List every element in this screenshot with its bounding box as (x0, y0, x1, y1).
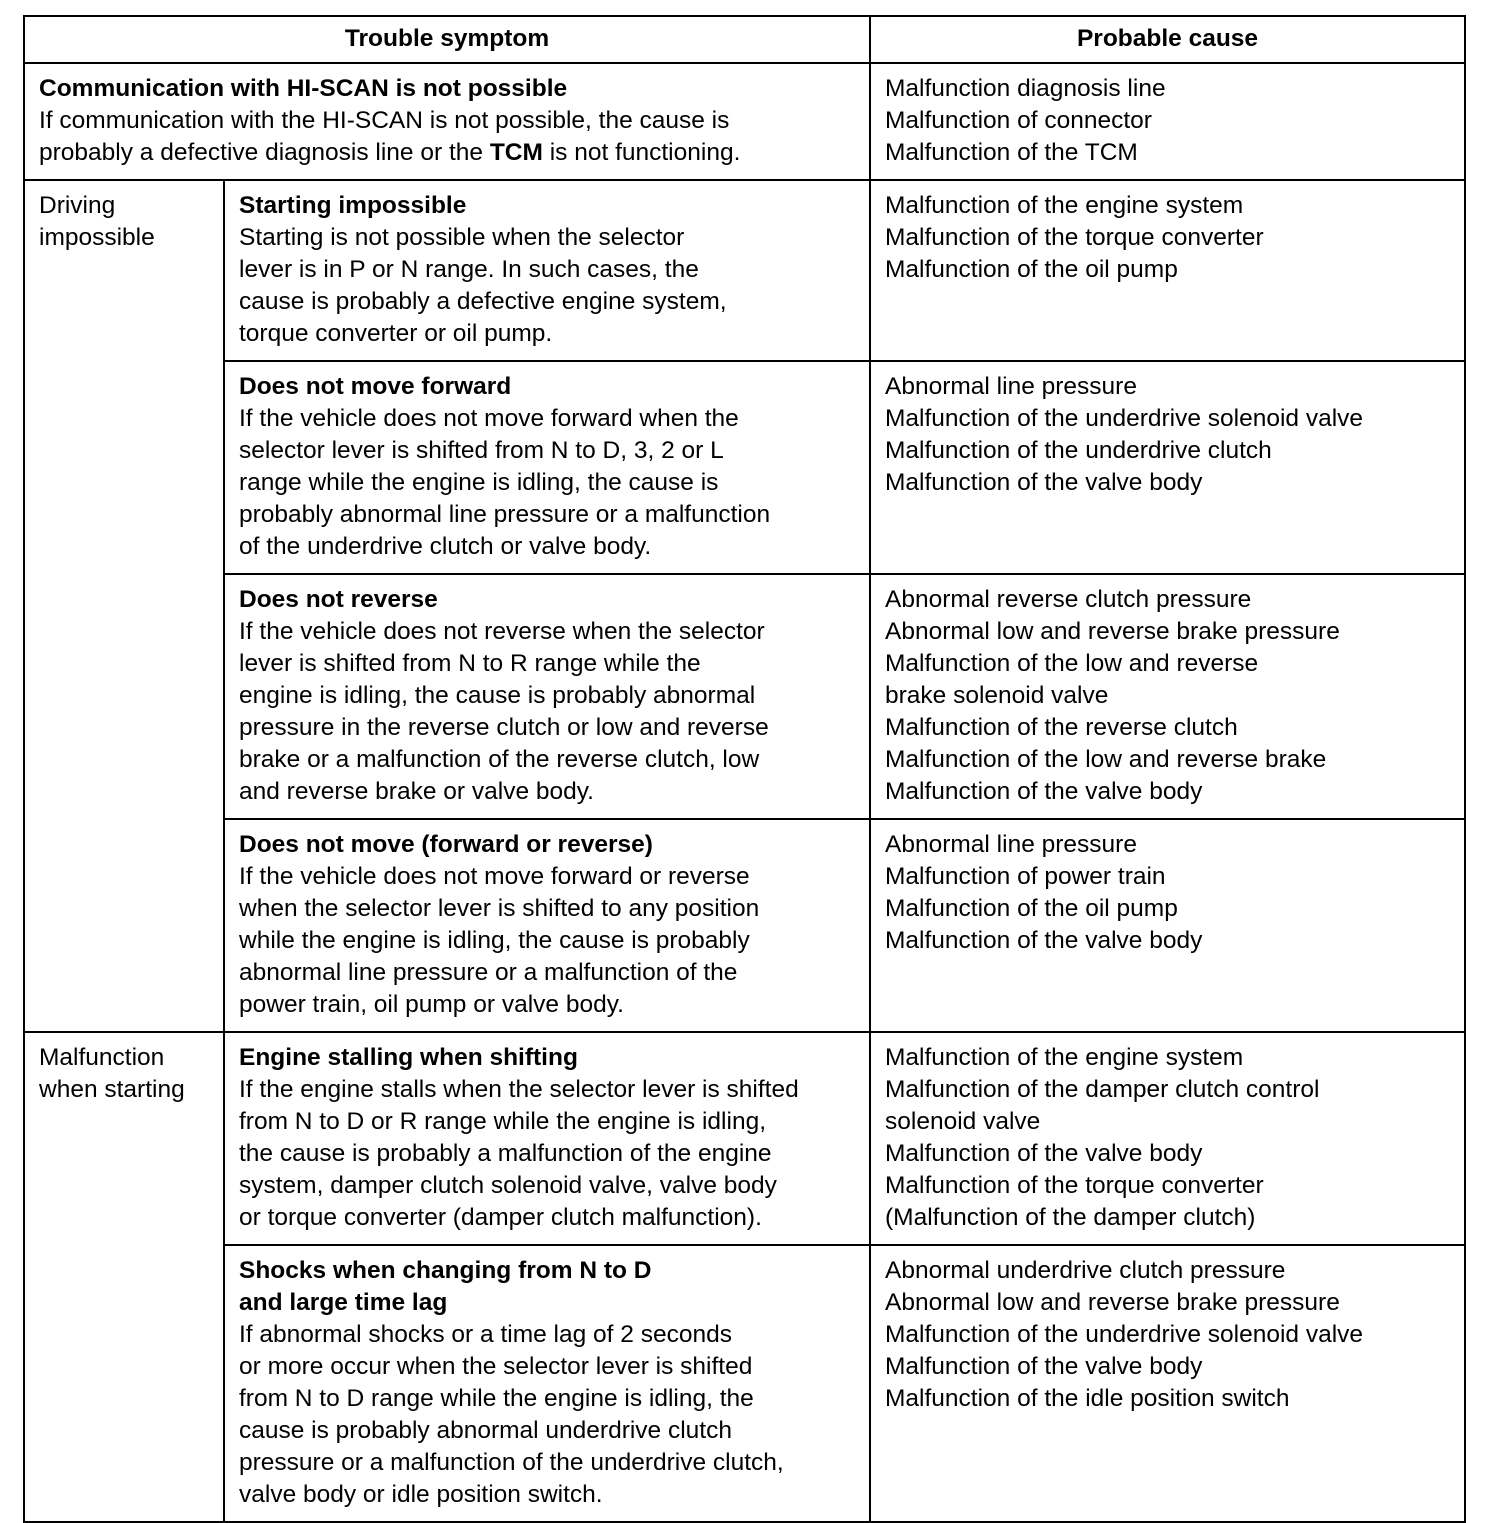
symptom-desc-line: Starting is not possible when the selector (239, 224, 685, 251)
header-trouble-symptom: Trouble symptom (24, 16, 870, 63)
cause-line: Malfunction diagnosis line (885, 75, 1166, 102)
cause-line: Malfunction of power train (885, 863, 1166, 890)
symptom-desc-line: when the selector lever is shifted to any position (239, 895, 760, 922)
communication-title: Communication with HI-SCAN is not possible (39, 75, 568, 102)
symptom-desc-line: of the underdrive clutch or valve body. (239, 533, 652, 560)
cause-cell (870, 819, 1465, 1032)
cause-line: Malfunction of the valve body (885, 1140, 1203, 1167)
symptom-desc-line: If abnormal shocks or a time lag of 2 seconds (239, 1321, 732, 1348)
symptom-desc-line: If the vehicle does not move forward when the (239, 405, 739, 432)
category-label-line: when starting (39, 1076, 185, 1103)
cause-line: Malfunction of the TCM (885, 139, 1138, 166)
symptom-desc-line: range while the engine is idling, the cause is (239, 469, 719, 496)
symptom-cell (224, 1032, 870, 1245)
table-header-row (24, 16, 1465, 63)
table-row (24, 1032, 1465, 1245)
table-row (24, 361, 1465, 574)
symptom-desc-line: the cause is probably a malfunction of the engine (239, 1140, 772, 1167)
symptom-desc-line: pressure or a malfunction of the underdrive clutch, (239, 1449, 784, 1476)
cause-line: Malfunction of the damper clutch control (885, 1076, 1320, 1103)
symptom-desc-line: If the engine stalls when the selector lever is shifted (239, 1076, 799, 1103)
cause-line: Abnormal low and reverse brake pressure (885, 618, 1340, 645)
category-cell (24, 1032, 224, 1522)
symptom-title: Starting impossible (239, 192, 467, 219)
symptom-desc-line: lever is in P or N range. In such cases, the (239, 256, 699, 283)
cause-cell (870, 574, 1465, 819)
symptom-title: Does not reverse (239, 586, 438, 613)
cause-line: Malfunction of the oil pump (885, 256, 1178, 283)
cause-line: Abnormal reverse clutch pressure (885, 586, 1252, 613)
category-cell (24, 180, 224, 1032)
cause-line: Malfunction of the engine system (885, 192, 1244, 219)
cause-line: brake solenoid valve (885, 682, 1109, 709)
communication-symptom-cell (24, 63, 870, 180)
symptom-title: Does not move (forward or reverse) (239, 831, 653, 858)
symptom-desc-line: pressure in the reverse clutch or low and reverse (239, 714, 769, 741)
symptom-cell (224, 180, 870, 361)
symptom-desc-line: engine is idling, the cause is probably abnormal (239, 682, 756, 709)
cause-line: Malfunction of the idle position switch (885, 1385, 1290, 1412)
symptom-desc-line: brake or a malfunction of the reverse clutch, low (239, 746, 760, 773)
table-row (24, 1245, 1465, 1522)
symptom-cell (224, 574, 870, 819)
symptom-desc-line: probably abnormal line pressure or a malfunction (239, 501, 771, 528)
cause-line: Malfunction of the valve body (885, 1353, 1203, 1380)
symptom-desc-line: selector lever is shifted from N to D, 3, 2 or L (239, 437, 724, 464)
header-probable-cause: Probable cause (870, 16, 1465, 63)
symptom-desc-line: cause is probably a defective engine system, (239, 288, 727, 315)
cause-line: Malfunction of the torque converter (885, 1172, 1264, 1199)
cause-line: Abnormal line pressure (885, 831, 1137, 858)
category-label-line: Malfunction (39, 1044, 165, 1071)
cause-line: Malfunction of the underdrive solenoid valve (885, 1321, 1364, 1348)
symptom-title: and large time lag (239, 1289, 448, 1316)
symptom-desc-line: while the engine is idling, the cause is probably (239, 927, 750, 954)
symptom-desc-line: valve body or idle position switch. (239, 1481, 603, 1508)
cause-cell (870, 361, 1465, 574)
cause-cell (870, 1032, 1465, 1245)
symptom-desc-line: lever is shifted from N to R range while the (239, 650, 701, 677)
cause-cell (870, 1245, 1465, 1522)
cause-line: Malfunction of the torque converter (885, 224, 1264, 251)
symptom-cell (224, 819, 870, 1032)
communication-desc-line (39, 137, 857, 169)
table-row (24, 574, 1465, 819)
cause-line: Abnormal low and reverse brake pressure (885, 1289, 1340, 1316)
symptom-title: Shocks when changing from N to D (239, 1257, 652, 1284)
symptom-title: Engine stalling when shifting (239, 1044, 578, 1071)
communication-desc-bold: TCM (489, 139, 543, 166)
symptom-desc-line: power train, oil pump or valve body. (239, 991, 624, 1018)
cause-line: Malfunction of the valve body (885, 469, 1203, 496)
cause-line: Malfunction of the oil pump (885, 895, 1178, 922)
symptom-desc-line: from N to D or R range while the engine is idling, (239, 1108, 767, 1135)
symptom-cell (224, 361, 870, 574)
symptom-title: Does not move forward (239, 373, 512, 400)
symptom-desc-line: or torque converter (damper clutch malfunction). (239, 1204, 762, 1231)
symptom-desc-line: or more occur when the selector lever is shifted (239, 1353, 753, 1380)
communication-cause-cell (870, 63, 1465, 180)
symptom-desc-line: cause is probably abnormal underdrive clutch (239, 1417, 732, 1444)
communication-desc-line: If communication with the HI-SCAN is not possible, the cause is (39, 107, 730, 134)
symptom-desc-line: If the vehicle does not move forward or reverse (239, 863, 750, 890)
table-row (24, 819, 1465, 1032)
cause-line: Malfunction of the valve body (885, 778, 1203, 805)
cause-line: Malfunction of connector (885, 107, 1152, 134)
table-row (24, 180, 1465, 361)
cause-line: Malfunction of the low and reverse (885, 650, 1259, 677)
category-label-line: Driving (39, 192, 116, 219)
symptom-desc-line: If the vehicle does not reverse when the selector (239, 618, 765, 645)
communication-row (24, 63, 1465, 180)
cause-line: Abnormal line pressure (885, 373, 1137, 400)
cause-line: Abnormal underdrive clutch pressure (885, 1257, 1286, 1284)
cause-line: Malfunction of the underdrive clutch (885, 437, 1272, 464)
category-label-line: impossible (39, 224, 155, 251)
cause-line: solenoid valve (885, 1108, 1041, 1135)
cause-line: (Malfunction of the damper clutch) (885, 1204, 1256, 1231)
symptom-desc-line: torque converter or oil pump. (239, 320, 553, 347)
cause-line: Malfunction of the valve body (885, 927, 1203, 954)
cause-line: Malfunction of the underdrive solenoid valve (885, 405, 1364, 432)
symptom-desc-line: abnormal line pressure or a malfunction of the (239, 959, 738, 986)
cause-line: Malfunction of the engine system (885, 1044, 1244, 1071)
cause-cell (870, 180, 1465, 361)
cause-line: Malfunction of the reverse clutch (885, 714, 1238, 741)
symptom-desc-line: system, damper clutch solenoid valve, valve body (239, 1172, 777, 1199)
trouble-symptom-table (23, 15, 1466, 1523)
symptom-desc-line: and reverse brake or valve body. (239, 778, 594, 805)
symptom-desc-line: from N to D range while the engine is idling, the (239, 1385, 754, 1412)
communication-desc-end: is not functioning. (542, 139, 741, 166)
symptom-cell (224, 1245, 870, 1522)
communication-desc-text: probably a defective diagnosis line or the (39, 139, 490, 166)
cause-line: Malfunction of the low and reverse brake (885, 746, 1327, 773)
